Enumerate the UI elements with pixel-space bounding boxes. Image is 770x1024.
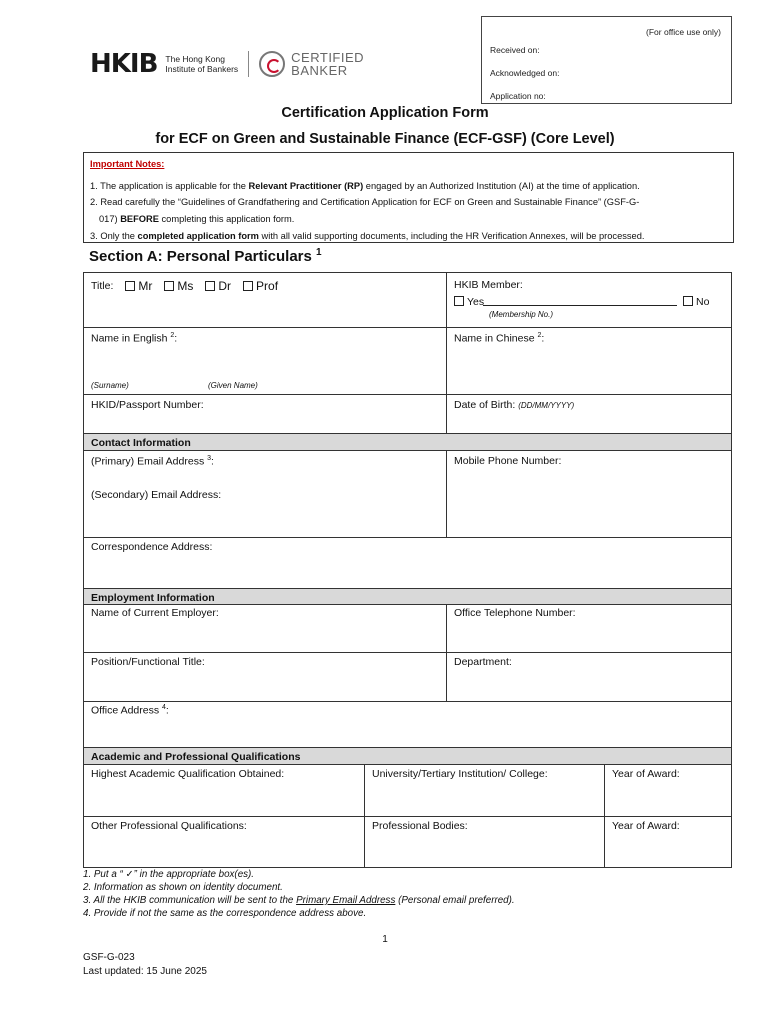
notes-heading: Important Notes: bbox=[90, 159, 165, 169]
hkib-member-cell bbox=[446, 272, 732, 328]
employment-heading-text: Employment Information bbox=[91, 592, 215, 604]
section-a-heading: Section A: Personal Particulars $^1$ bbox=[89, 247, 322, 265]
primary-email-label: (Primary) Email Address $^3$: bbox=[91, 455, 214, 468]
footnote-4: 4. Provide if not the same as the correspondence address above. bbox=[83, 908, 367, 919]
dob-cell[interactable] bbox=[446, 394, 732, 434]
checkbox-icon[interactable] bbox=[125, 281, 135, 291]
member-yes-option[interactable]: Yes bbox=[454, 296, 484, 308]
important-notes-box bbox=[83, 152, 734, 243]
form-title: Certification Application Form bbox=[281, 105, 489, 121]
mobile-cell[interactable] bbox=[446, 450, 732, 538]
hkib-logo bbox=[90, 44, 364, 84]
mobile-label: Mobile Phone Number: bbox=[454, 455, 562, 467]
title-option-prof[interactable]: Prof bbox=[243, 279, 278, 293]
department-cell[interactable] bbox=[446, 652, 732, 702]
certified-line2: BANKER bbox=[291, 63, 348, 78]
year-of-award-cell-2[interactable] bbox=[604, 816, 732, 868]
member-no-option[interactable]: No bbox=[683, 296, 709, 308]
professional-bodies-label: Professional Bodies: bbox=[372, 820, 468, 832]
employer-label: Name of Current Employer: bbox=[91, 607, 219, 619]
position-cell[interactable] bbox=[83, 652, 447, 702]
office-address-label: Office Address $^4$: bbox=[91, 704, 169, 717]
last-updated: Last updated: 15 June 2025 bbox=[83, 966, 207, 977]
other-qualifications-label: Other Professional Qualifications: bbox=[91, 820, 247, 832]
highest-qualification-label: Highest Academic Qualification Obtained: bbox=[91, 768, 285, 780]
note-3: 3. Only the completed application form with all valid supporting documents, including the HR Verification Annexes, will be processed. bbox=[90, 231, 645, 241]
note-2-cont: 017) BEFORE completing this application form. bbox=[99, 214, 295, 224]
university-label: University/Tertiary Institution/ College: bbox=[372, 768, 548, 780]
hkib-logo-text: HKIB bbox=[90, 49, 158, 79]
checkbox-icon[interactable] bbox=[683, 296, 693, 306]
title-cell bbox=[83, 272, 447, 328]
title-options bbox=[91, 279, 278, 293]
department-label: Department: bbox=[454, 656, 512, 668]
academic-heading bbox=[83, 747, 732, 765]
employment-info-heading bbox=[83, 588, 732, 605]
checkbox-icon[interactable] bbox=[205, 281, 215, 291]
checkbox-icon[interactable] bbox=[243, 281, 253, 291]
name-english-cell[interactable] bbox=[83, 327, 447, 395]
given-name-hint: (Given Name) bbox=[208, 381, 258, 390]
name-chinese-label: Name in Chinese $^2$: bbox=[454, 332, 545, 345]
correspondence-address-cell[interactable] bbox=[83, 537, 732, 589]
office-tel-label: Office Telephone Number: bbox=[454, 607, 576, 619]
contact-info-heading bbox=[83, 433, 732, 451]
hkib-member-label: HKIB Member: bbox=[454, 279, 523, 291]
highest-qualification-cell[interactable] bbox=[83, 764, 365, 817]
university-cell[interactable] bbox=[364, 764, 605, 817]
surname-hint: (Surname) bbox=[91, 381, 129, 390]
contact-heading-text: Contact Information bbox=[91, 437, 191, 449]
professional-bodies-cell[interactable] bbox=[364, 816, 605, 868]
application-no-label: Application no: bbox=[490, 91, 546, 101]
checkbox-icon[interactable] bbox=[164, 281, 174, 291]
dob-label: Date of Birth: (DD/MM/YYYY) bbox=[454, 399, 575, 411]
year-of-award-label-2: Year of Award: bbox=[612, 820, 680, 832]
name-chinese-cell[interactable] bbox=[446, 327, 732, 395]
certified-banker-emblem-icon bbox=[259, 51, 285, 77]
hkid-label: HKID/Passport Number: bbox=[91, 399, 204, 411]
document-code: GSF-G-023 bbox=[83, 952, 135, 963]
hkib-logo-subtitle bbox=[165, 54, 238, 74]
academic-heading-text: Academic and Professional Qualifications bbox=[91, 751, 301, 763]
position-label: Position/Functional Title: bbox=[91, 656, 205, 668]
page-number: 1 bbox=[382, 934, 388, 945]
note-1: 1. The application is applicable for the Relevant Practitioner (RP) engaged by an Authorized Institution (AI) at the time of application. bbox=[90, 181, 640, 191]
other-qualifications-cell[interactable] bbox=[83, 816, 365, 868]
correspondence-address-label: Correspondence Address: bbox=[91, 541, 213, 553]
footnotes bbox=[83, 868, 515, 920]
email-cell[interactable] bbox=[83, 450, 447, 538]
name-english-label: Name in English $^2$: bbox=[91, 332, 178, 345]
footnote-1: 1. Put a “ ✓” in the appropriate box(es). bbox=[83, 869, 255, 880]
year-of-award-label-1: Year of Award: bbox=[612, 768, 680, 780]
certified-line1: CERTIFIED bbox=[291, 50, 365, 65]
membership-no-hint: (Membership No.) bbox=[489, 310, 554, 319]
title-label: Title: bbox=[91, 280, 114, 292]
note-2: 2. Read carefully the “Guidelines of Grandfathering and Certification Application for ECF on Green and Sustainable Finance” (GSF-G- bbox=[90, 197, 640, 207]
form-subtitle: for ECF on Green and Sustainable Finance (ECF-GSF) (Core Level) bbox=[155, 131, 615, 147]
footnote-2: 2. Information as shown on identity document. bbox=[83, 882, 283, 893]
received-on-label: Received on: bbox=[490, 45, 540, 55]
office-address-cell[interactable] bbox=[83, 701, 732, 748]
logo-sub-line2: Institute of Bankers bbox=[165, 64, 239, 74]
logo-sub-line1: The Hong Kong bbox=[165, 54, 225, 64]
logo-divider bbox=[248, 51, 249, 77]
certified-banker-logo-text bbox=[291, 51, 364, 77]
title-option-mr[interactable]: Mr bbox=[125, 279, 152, 293]
membership-no-field[interactable] bbox=[483, 305, 677, 306]
secondary-email-label: (Secondary) Email Address: bbox=[91, 489, 222, 501]
hkid-cell[interactable] bbox=[83, 394, 447, 434]
office-use-box bbox=[481, 16, 732, 104]
footer-meta bbox=[83, 951, 207, 979]
office-tel-cell[interactable] bbox=[446, 604, 732, 653]
checkbox-icon[interactable] bbox=[454, 296, 464, 306]
title-option-dr[interactable]: Dr bbox=[205, 279, 231, 293]
acknowledged-on-label: Acknowledged on: bbox=[490, 68, 560, 78]
year-of-award-cell-1[interactable] bbox=[604, 764, 732, 817]
title-option-ms[interactable]: Ms bbox=[164, 279, 193, 293]
footnote-3: 3. All the HKIB communication will be sent to the Primary Email Address (Personal email preferred). bbox=[83, 895, 515, 906]
office-use-title: (For office use only) bbox=[646, 27, 721, 37]
employer-cell[interactable] bbox=[83, 604, 447, 653]
